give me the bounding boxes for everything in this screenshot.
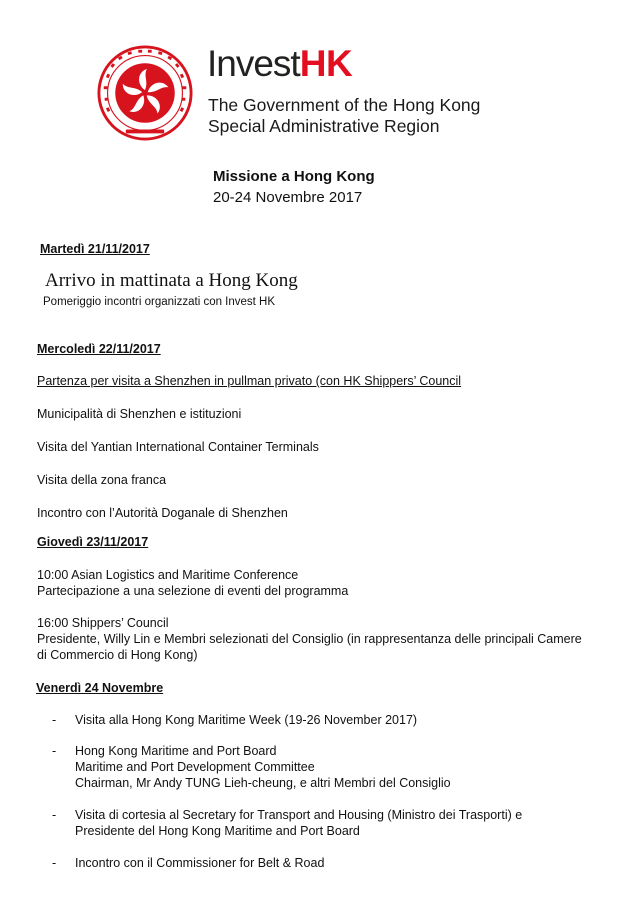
bullet-dash: -	[52, 713, 57, 727]
day3-event-detail: Partecipazione a una selezione di eventi del programma	[37, 584, 349, 598]
day3-event-time: 16:00 Shippers’ Council	[37, 616, 169, 630]
day1-heading: Martedì 21/11/2017	[40, 242, 150, 256]
day3-event-time: 10:00 Asian Logistics and Maritime Conference	[37, 568, 299, 582]
bullet-dash: -	[52, 856, 57, 870]
logo-hk: HK	[299, 43, 353, 84]
day4-item-line: Chairman, Mr Andy TUNG Lieh-cheung, e altri Membri del Consiglio	[75, 776, 451, 790]
bullet-dash: -	[52, 808, 57, 822]
day1-afternoon: Pomeriggio incontri organizzati con Invest HK	[43, 296, 276, 308]
logo-invest: Invest	[207, 43, 300, 84]
bullet-dash: -	[52, 744, 57, 758]
day4-item: Incontro con il Commissioner for Belt & Road	[75, 856, 325, 870]
day4-heading: Venerdì 24 Novembre	[36, 681, 164, 695]
government-line-2: Special Administrative Region	[208, 116, 440, 136]
day4-item: Visita alla Hong Kong Maritime Week (19-26 November 2017)	[75, 713, 418, 727]
day3-event-detail: di Commercio di Hong Kong)	[37, 648, 198, 662]
day4-item: Visita di cortesia al Secretary for Transport and Housing (Ministro dei Trasporti) e	[75, 808, 523, 822]
day2-item: Visita della zona franca	[37, 473, 167, 487]
hksar-emblem	[97, 45, 193, 141]
day4-item-line: Presidente del Hong Kong Maritime and Port Board	[75, 824, 360, 838]
day2-item: Incontro con l’Autorità Doganale di Shenzhen	[37, 506, 288, 520]
mission-dates: 20-24 Novembre 2017	[213, 189, 363, 206]
mission-title: Missione a Hong Kong	[213, 168, 375, 185]
day2-item: Visita del Yantian International Container Terminals	[37, 440, 319, 454]
day3-event-detail: Presidente, Willy Lin e Membri selezionati del Consiglio (in rappresentanza delle principali Camere	[37, 632, 582, 646]
day2-item: Municipalità di Shenzhen e istituzioni	[37, 407, 242, 421]
investhk-logo	[207, 44, 352, 84]
day3-heading: Giovedì 23/11/2017	[37, 535, 149, 549]
day4-item-line: Maritime and Port Development Committee	[75, 760, 315, 774]
government-line-1: The Government of the Hong Kong	[208, 95, 481, 115]
day4-item: Hong Kong Maritime and Port Board	[75, 744, 277, 758]
day1-arrival: Arrivo in mattinata a Hong Kong	[45, 270, 298, 291]
day2-heading: Mercoledì 22/11/2017	[37, 342, 161, 356]
day2-item: Partenza per visita a Shenzhen in pullman privato (con HK Shippers’ Council	[37, 374, 462, 388]
